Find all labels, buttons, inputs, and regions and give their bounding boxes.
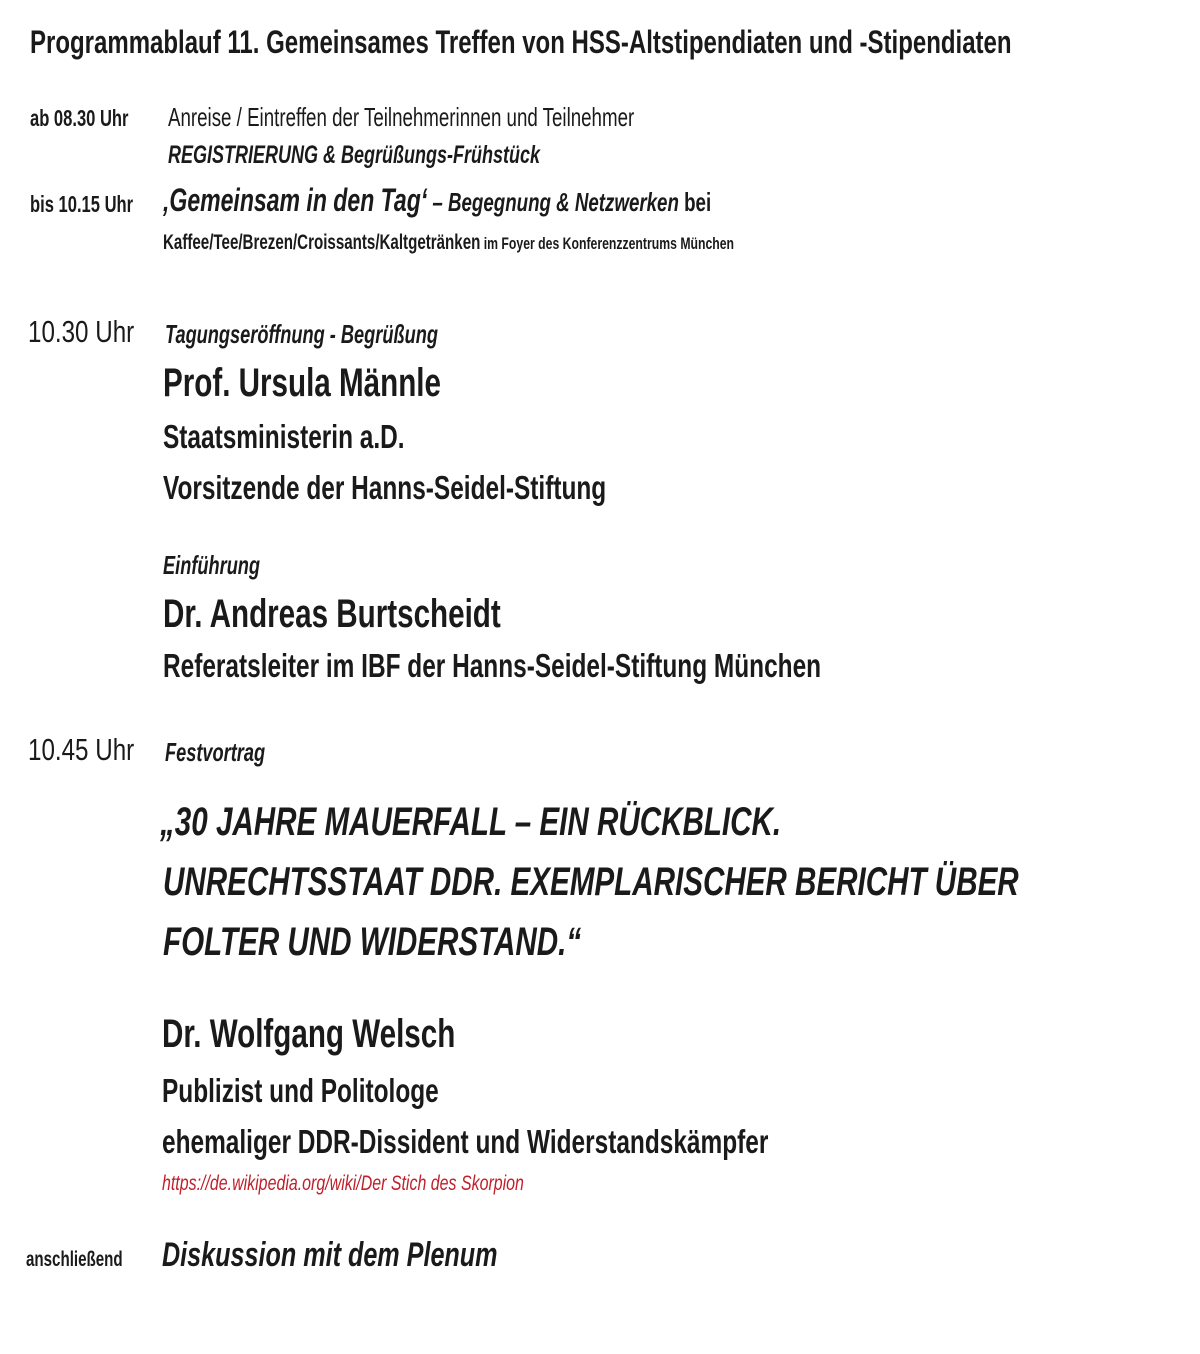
catering-line — [163, 231, 956, 255]
discussion-text: Diskussion mit dem Plenum — [162, 1236, 498, 1274]
speaker1-name: Prof. Ursula Männle — [163, 361, 441, 405]
morning-session-title: ‚Gemeinsam in den Tag‘ — [163, 182, 428, 218]
wikipedia-link[interactable]: https://de.wikipedia.org/wiki/Der Stich des Skorpion — [162, 1172, 524, 1195]
bei-text: bei — [678, 187, 712, 217]
morning-session-line — [163, 182, 924, 219]
venue-text: im Foyer des Konferenzzentrums München — [480, 234, 735, 253]
networking-text: Begegnung & Netzwerken — [447, 187, 679, 217]
catering-items: Kaffee/Tee/Brezen/Croissants/Kaltgetränken — [163, 231, 481, 254]
speaker2-role: Referatsleiter im IBF der Hanns-Seidel-Stiftung München — [163, 647, 822, 684]
speaker3-role1: Publizist und Politologe — [162, 1072, 439, 1109]
separator-dash: – — [427, 187, 448, 217]
time-keynote: 10.45 Uhr — [28, 732, 135, 767]
speaker3-name: Dr. Wolfgang Welsch — [162, 1012, 456, 1056]
speaker1-role2: Vorsitzende der Hanns-Seidel-Stiftung — [163, 469, 607, 506]
keynote-label: Festvortrag — [165, 737, 266, 767]
page-title: Programmablauf 11. Gemeinsames Treffen von HSS-Altstipendiaten und -Stipendiaten — [30, 24, 1012, 60]
time-afterwards: anschließend — [26, 1248, 123, 1271]
registration-text: REGISTRIERUNG & Begrüßungs-Frühstück — [168, 141, 541, 169]
keynote-title-line3: FOLTER UND WIDERSTAND.“ — [163, 920, 582, 964]
time-arrival: ab 08.30 Uhr — [30, 105, 129, 131]
speaker3-role2: ehemaliger DDR-Dissident und Widerstandskämpfer — [162, 1123, 769, 1160]
keynote-title-line1: „30 JAHRE MAUERFALL – EIN RÜCKBLICK. — [160, 800, 782, 844]
speaker1-role1: Staatsministerin a.D. — [163, 418, 405, 455]
speaker2-name: Dr. Andreas Burtscheidt — [163, 592, 501, 636]
time-until: bis 10.15 Uhr — [30, 191, 134, 217]
time-opening: 10.30 Uhr — [28, 314, 135, 349]
intro-label: Einführung — [163, 550, 261, 580]
opening-label: Tagungseröffnung - Begrüßung — [165, 319, 438, 349]
arrival-text: Anreise / Eintreffen der Teilnehmerinnen und Teilnehmer — [168, 102, 635, 132]
keynote-title-line2: UNRECHTSSTAAT DDR. EXEMPLARISCHER BERICHT ÜBER — [163, 860, 1019, 904]
